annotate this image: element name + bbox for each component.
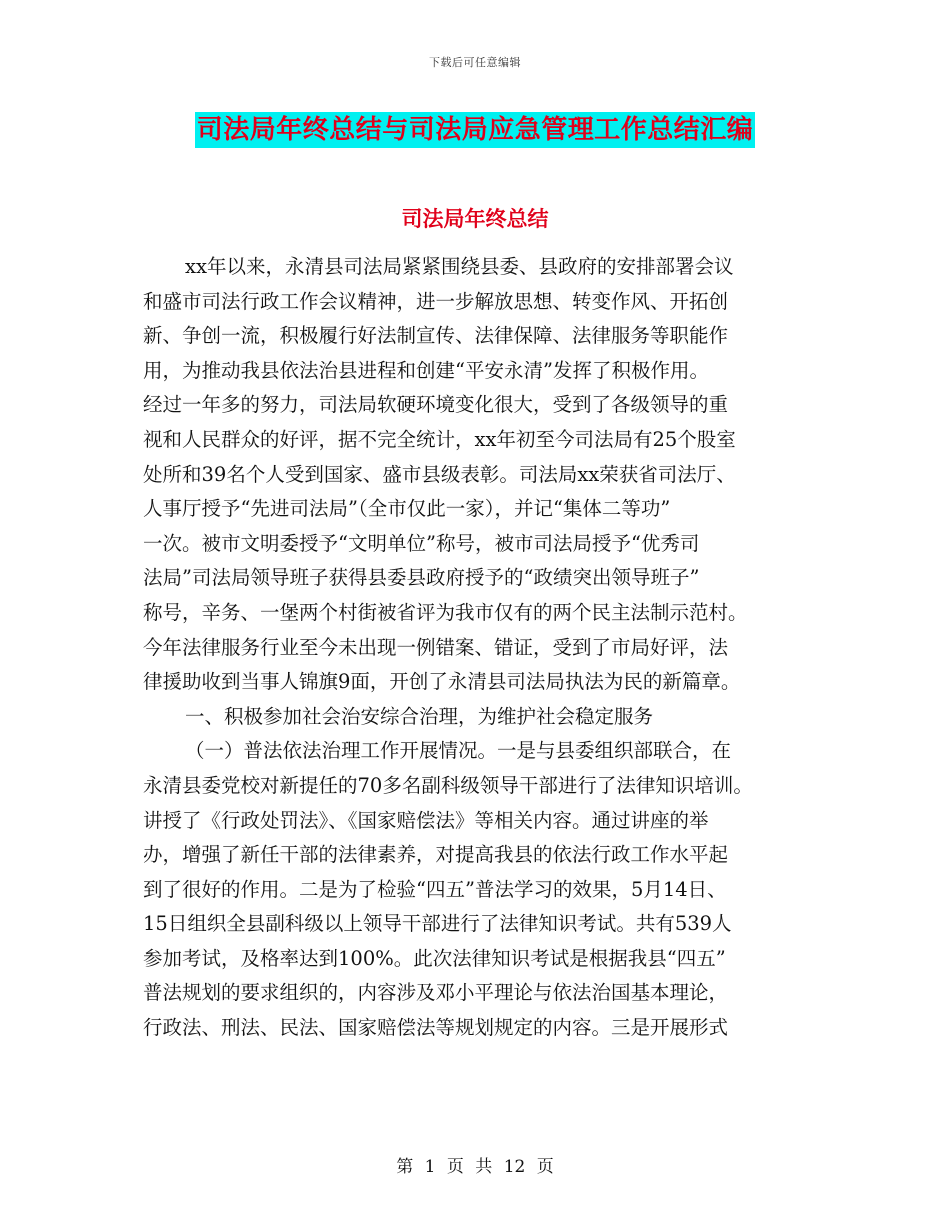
body-line: 视和人民群众的好评，据不完全统计，xx年初至今司法局有25个股室: [143, 427, 736, 451]
body-line: 称号，辛务、一堡两个村街被省评为我市仅有的两个民主法制示范村。: [143, 600, 748, 624]
header-note: 下载后可任意编辑: [429, 56, 521, 69]
page-footer: 第 1 页 共 12 页: [396, 1157, 554, 1177]
body-line: 永清县委党校对新提任的70多名副科级领导干部进行了法律知识培训。: [143, 773, 753, 797]
body-line: 一、积极参加社会治安综合治理，为维护社会稳定服务: [185, 704, 654, 728]
body-line: 人事厅授予“先进司法局”（全市仅此一家），并记“集体二等功”: [143, 497, 671, 521]
body-line: 律援助收到当事人锦旗9面，开创了永清县司法局执法为民的新篇章。: [143, 670, 741, 694]
body-line: 新、争创一流，积极履行好法制宣传、法律保障、法律服务等职能作: [143, 324, 729, 348]
body-line: 和盛市司法行政工作会议精神，进一步解放思想、转变作风、开拓创: [143, 289, 729, 313]
body-line: xx年以来，永清县司法局紧紧围绕县委、县政府的安排部署会议: [185, 255, 734, 278]
body-line: 经过一年多的努力，司法局软硬环境变化很大，受到了各级领导的重: [143, 393, 729, 417]
body-line: 到了很好的作用。二是为了检验“四五”普法学习的效果，5月14日、: [143, 877, 727, 901]
body-line: 处所和39名个人受到国家、盛市县级表彰。司法局xx荣获省司法厅、: [143, 462, 736, 486]
main-title: 司法局年终总结与司法局应急管理工作总结汇编: [195, 112, 756, 148]
body-line: 办，增强了新任干部的法律素养，对提高我县的依法行政工作水平起: [143, 843, 729, 867]
body-line: 15日组织全县副科级以上领导干部进行了法律知识考试。共有539人: [143, 912, 732, 936]
body-line: 今年法律服务行业至今未出现一例错案、错证，受到了市局好评，法: [143, 635, 729, 659]
section-title: 司法局年终总结: [401, 207, 549, 231]
body-line: 讲授了《行政处罚法》、《国家赔偿法》等相关内容。通过讲座的举: [143, 808, 709, 832]
body-line: 普法规划的要求组织的，内容涉及邓小平理论与依法治国基本理论，: [143, 981, 729, 1005]
main-title-wrap: [0, 112, 950, 148]
body-text: [143, 250, 823, 1046]
body-line: 行政法、刑法、民法、国家赔偿法等规划规定的内容。三是开展形式: [143, 1016, 729, 1040]
body-line: 用，为推动我县依法治县进程和创建“平安永清”发挥了积极作用。: [143, 358, 709, 382]
body-line: 法局”司法局领导班子获得县委县政府授予的“政绩突出领导班子”: [143, 566, 700, 590]
body-line: 参加考试，及格率达到100%。此次法律知识考试是根据我县“四五”: [143, 946, 726, 970]
body-line: （一）普法依法治理工作开展情况。一是与县委组织部联合，在: [185, 739, 732, 763]
body-line: 一次。被市文明委授予“文明单位”称号，被市司法局授予“优秀司: [143, 531, 700, 555]
